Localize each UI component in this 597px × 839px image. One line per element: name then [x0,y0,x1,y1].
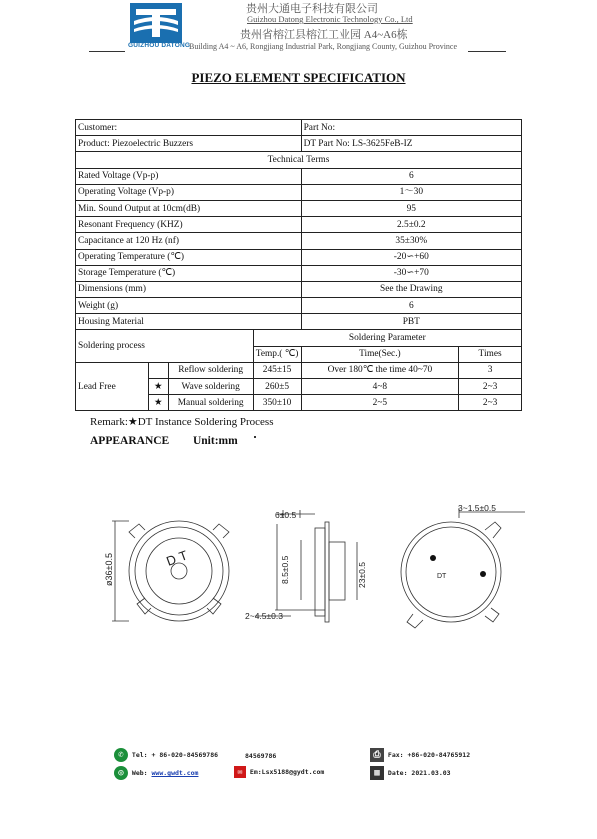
email-icon: ✉ [234,766,246,778]
footer-fax [370,748,470,762]
solder-times: 2~3 [459,395,522,411]
unit-label: Unit:mm [192,435,238,447]
web-link[interactable]: www.gwdt.com [151,769,199,777]
appearance-heading [90,435,238,447]
email-value[interactable]: Lsx5188@gydt.com [261,768,325,776]
temp-header: Temp.( ℃) [253,346,301,362]
back-view [401,508,525,628]
part-no-label: Part No: [301,120,521,136]
dim-pin: 2~4.5±0.3 [245,611,283,621]
table-row [76,184,522,200]
dim-23: 23±0.5 [357,562,367,588]
solder-method: Wave soldering [168,379,253,395]
diameter-dimension: ø36±0.5 [104,553,114,586]
customer-label: Customer: [76,120,302,136]
technical-terms-heading: Technical Terms [76,152,522,168]
spec-value: 6 [301,298,521,314]
table-row [76,233,522,249]
spec-label: Storage Temperature (℃) [76,265,302,281]
spec-value: 2.5±0.2 [301,217,521,233]
solder-method: Reflow soldering [168,362,253,378]
header-rule-right [468,51,506,52]
star-cell: ★ [148,379,168,395]
logo-text: GUIZHOU DATONG [128,42,191,49]
fax-icon: ⎙ [370,748,384,762]
side-view [255,510,357,622]
appearance-label: APPEARANCE [90,435,170,447]
tel-value-extra: 84569786 [245,752,277,760]
star-cell [148,362,168,378]
fax-value: +86-020-84765912 [407,751,471,759]
spec-value: 6 [301,168,521,184]
email-label: Em: [249,768,262,776]
table-row [76,120,522,136]
table-row [76,362,522,378]
company-address-cn: 贵州省榕江县榕江工业园 A4~A6栋 [240,29,408,41]
front-view [112,521,229,621]
solder-times: 3 [459,362,522,378]
table-row [76,136,522,152]
table-row [76,249,522,265]
spec-label: Min. Sound Output at 10cm(dB) [76,200,302,216]
product-cell: Product: Piezoelectric Buzzers [76,136,302,152]
star-cell: ★ [148,395,168,411]
spec-value: 1～30 [301,184,521,200]
header-rule-left [89,51,125,52]
solder-temp: 350±10 [253,395,301,411]
company-name-cn: 贵州大通电子科技有限公司 [246,3,378,15]
web-label: Web: [131,769,148,777]
table-row [76,168,522,184]
tel-label: Tel: [131,751,148,759]
spec-value: 35±30% [301,233,521,249]
spec-label: Weight (g) [76,298,302,314]
table-row [76,265,522,281]
footer-web [114,766,198,780]
dt-part-no-cell: DT Part No: LS-3625FeB-IZ [301,136,521,152]
solder-method: Manual soldering [168,395,253,411]
table-row [76,217,522,233]
time-header: Time(Sec.) [301,346,459,362]
solder-temp: 245±15 [253,362,301,378]
spec-label: Operating Temperature (℃) [76,249,302,265]
spec-label: Housing Material [76,314,302,330]
soldering-process-label: Soldering process [76,330,254,362]
spec-table [75,119,522,411]
spec-value: -30∽+70 [301,265,521,281]
table-row [76,330,522,346]
company-logo [130,3,182,43]
table-row [76,281,522,297]
page-title: PIEZO ELEMENT SPECIFICATION [191,70,406,85]
table-row [76,314,522,330]
solder-temp: 260±5 [253,379,301,395]
appearance-drawing [95,500,525,630]
phone-icon: ✆ [114,748,128,762]
times-header: Times [459,346,522,362]
table-row [76,152,522,168]
globe-icon: ◎ [114,766,128,780]
spec-label: Dimensions (mm) [76,281,302,297]
back-terminal-dot [430,555,436,561]
soldering-parameter-heading: Soldering Parameter [253,330,521,346]
spec-value: PBT [301,314,521,330]
lead-free-label: Lead Free [76,362,149,411]
spec-value: 95 [301,200,521,216]
front-letters: DT [164,546,194,569]
footer-date [370,766,451,780]
footer-email [234,766,324,778]
solder-time: 2~5 [301,395,459,411]
remark-text: Remark:★DT Instance Soldering Process [90,416,274,428]
calendar-icon: ▦ [370,766,384,780]
spec-value: See the Drawing [301,281,521,297]
footer-tel [114,748,218,762]
solder-time: Over 180℃ the time 40~70 [301,362,459,378]
company-address-en: Building A4 ~ A6, Rongjiang Industrial Park, Rongjiang County, Guizhou Province [189,42,458,51]
dim-8-5: 8.5±0.5 [280,555,290,584]
solder-times: 2~3 [459,379,522,395]
company-name-en: Guizhou Datong Electronic Technology Co., Ltd [247,14,413,24]
table-row [76,298,522,314]
spec-label: Rated Voltage (Vp-p) [76,168,302,184]
back-label: DT [437,573,447,580]
table-row [76,200,522,216]
dim-6: 6±0.5 [275,510,297,520]
spec-label: Resonant Frequency (KHZ) [76,217,302,233]
tel-value: + 86-020-84569786 [151,751,219,759]
spec-value: -20∽+60 [301,249,521,265]
stray-dot [254,436,256,438]
fax-label: Fax: [387,751,404,759]
date-value: 2021.03.03 [411,769,451,777]
dim-3-1-5: 3~1.5±0.5 [458,503,496,513]
back-terminal-dot [480,571,486,577]
spec-label: Operating Voltage (Vp-p) [76,184,302,200]
date-label: Date: [387,769,408,777]
solder-time: 4~8 [301,379,459,395]
spec-label: Capacitance at 120 Hz (nf) [76,233,302,249]
